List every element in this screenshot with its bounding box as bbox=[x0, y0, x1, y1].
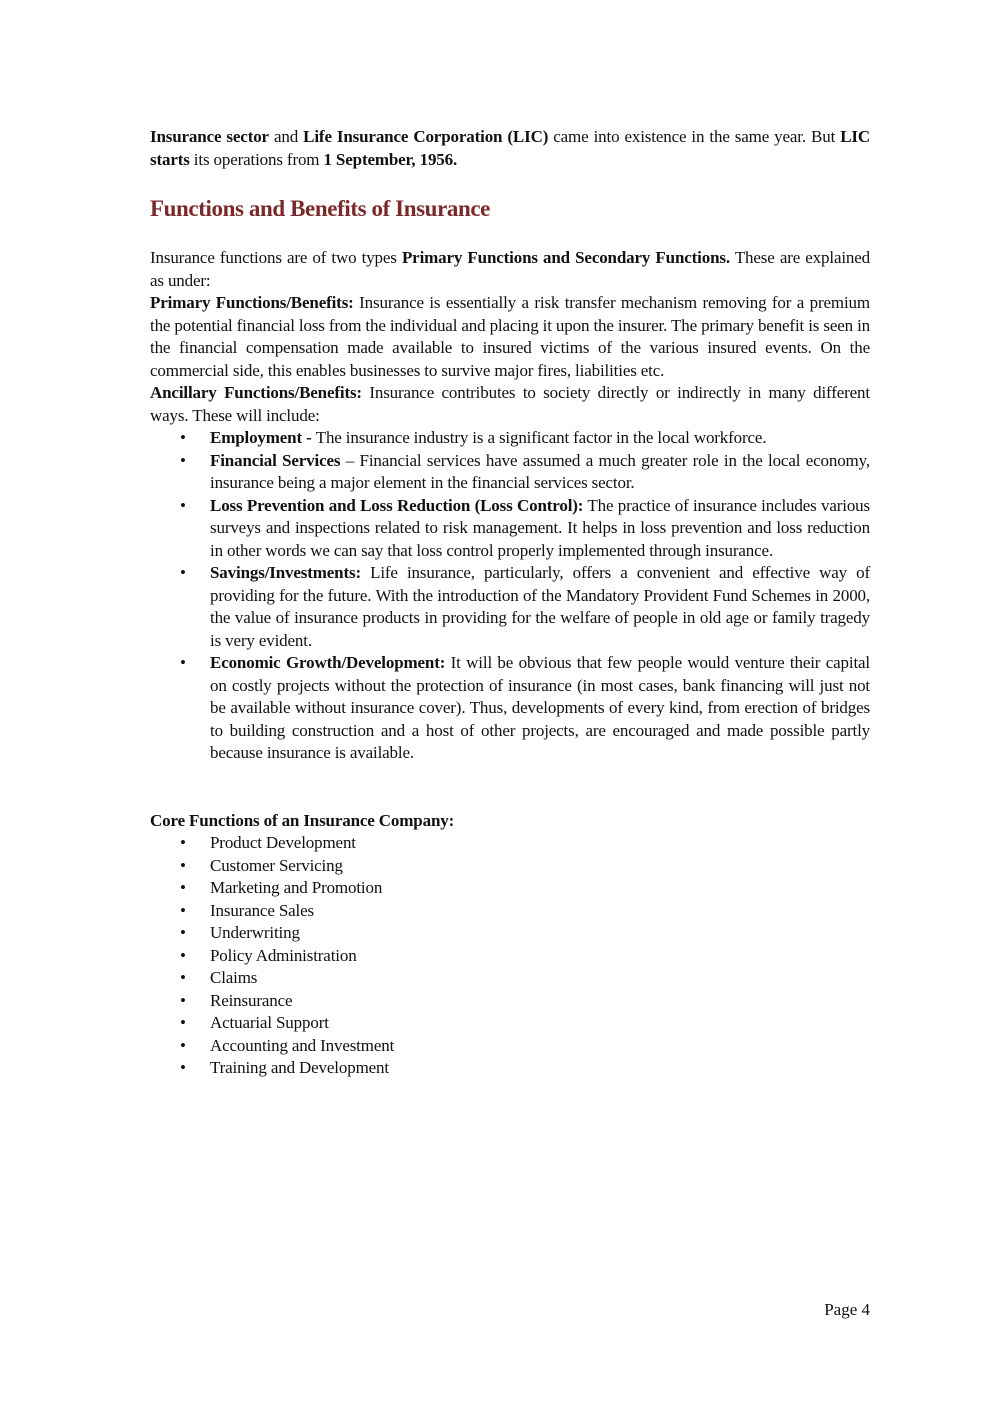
list-item: • Underwriting bbox=[150, 922, 870, 945]
item-text: It will be obvious that few people would venture their capital on costly projects without the protection of insurance (in most cases, bank financing will just not be available without insurance cover). Thus, developments of every kind, from erection of bridges to building construction and a host of other projects, are encouraged and made possible partly because insurance is available. bbox=[210, 653, 870, 762]
list-item: • Product Development bbox=[150, 832, 870, 855]
section-heading: Functions and Benefits of Insurance bbox=[150, 196, 490, 221]
list-item bbox=[150, 427, 870, 450]
bold-text: LIC starts bbox=[150, 127, 870, 169]
bold-text: 1 September, 1956. bbox=[323, 149, 458, 169]
ancillary-list bbox=[150, 427, 870, 765]
item-text: – Financial services have assumed a much greater role in the local economy, insurance being a major element in the financial services sector. bbox=[210, 450, 870, 492]
item-label: Employment - bbox=[210, 428, 316, 447]
page-number: Page 4 bbox=[824, 1300, 870, 1319]
list-item bbox=[150, 562, 870, 652]
item-label: Economic Growth/Development: bbox=[210, 653, 446, 672]
list-item: • Actuarial Support bbox=[150, 1012, 870, 1035]
spacer bbox=[150, 765, 870, 810]
list-item: • Training and Development bbox=[150, 1057, 870, 1080]
text: These are explained as under: bbox=[150, 248, 871, 290]
item-label: Financial Services bbox=[210, 450, 341, 470]
primary-paragraph bbox=[150, 292, 870, 382]
bold-text: Primary Functions and Secondary Functions. bbox=[401, 248, 730, 267]
core-functions-list bbox=[150, 832, 870, 1080]
text: its operations from bbox=[189, 149, 324, 169]
list-item: • Reinsurance bbox=[150, 990, 870, 1013]
document-page bbox=[150, 126, 870, 1080]
list-item bbox=[150, 450, 870, 495]
bold-text: Life Insurance Corporation (LIC) bbox=[303, 127, 549, 146]
list-item: • Customer Servicing bbox=[150, 855, 870, 878]
list-item: • Policy Administration bbox=[150, 945, 870, 968]
list-item bbox=[150, 652, 870, 765]
text: Insurance functions are of two types bbox=[150, 248, 402, 267]
list-item bbox=[150, 495, 870, 563]
list-item: • Insurance Sales bbox=[150, 900, 870, 923]
bold-text: Insurance sector bbox=[150, 127, 269, 146]
text: and bbox=[268, 127, 304, 146]
text: Insurance contributes to society directly or indirectly in many different ways. These will include: bbox=[150, 383, 870, 425]
list-item: • Claims bbox=[150, 967, 870, 990]
ancillary-paragraph bbox=[150, 382, 870, 427]
item-text: Life insurance, particularly, offers a convenient and effective way of providing for the future. With the introduction of the Mandatory Provident Fund Schemes in 2000, the value of insurance products in providing for the welfare of people in old age or family tragedy is very evident. bbox=[210, 563, 870, 650]
text: Insurance is essentially a risk transfer mechanism removing for a premium the potential financial loss from the individual and placing it upon the insurer. The primary benefit is seen in the financial compensation made available to insured victims of the various insured events. On the commercial side, this enables businesses to survive major fires, liabilities etc. bbox=[150, 293, 870, 380]
item-label: Savings/Investments: bbox=[210, 563, 361, 582]
text: came into existence in the same year. But bbox=[548, 127, 841, 146]
list-item: • Marketing and Promotion bbox=[150, 877, 870, 900]
item-text: The practice of insurance includes various surveys and inspections related to risk management. It helps in loss prevention and loss reduction in other words we can say that loss control properly implemented through insurance. bbox=[210, 495, 870, 560]
item-text: The insurance industry is a significant factor in the local workforce. bbox=[315, 428, 767, 447]
ancillary-label: Ancillary Functions/Benefits: bbox=[150, 383, 362, 402]
core-functions-title: Core Functions of an Insurance Company: bbox=[150, 810, 455, 830]
types-paragraph bbox=[150, 247, 870, 292]
intro-paragraph bbox=[150, 126, 870, 171]
list-item: • Accounting and Investment bbox=[150, 1035, 870, 1058]
item-label: Loss Prevention and Loss Reduction (Loss Control): bbox=[210, 495, 584, 515]
primary-label: Primary Functions/Benefits: bbox=[150, 293, 354, 312]
